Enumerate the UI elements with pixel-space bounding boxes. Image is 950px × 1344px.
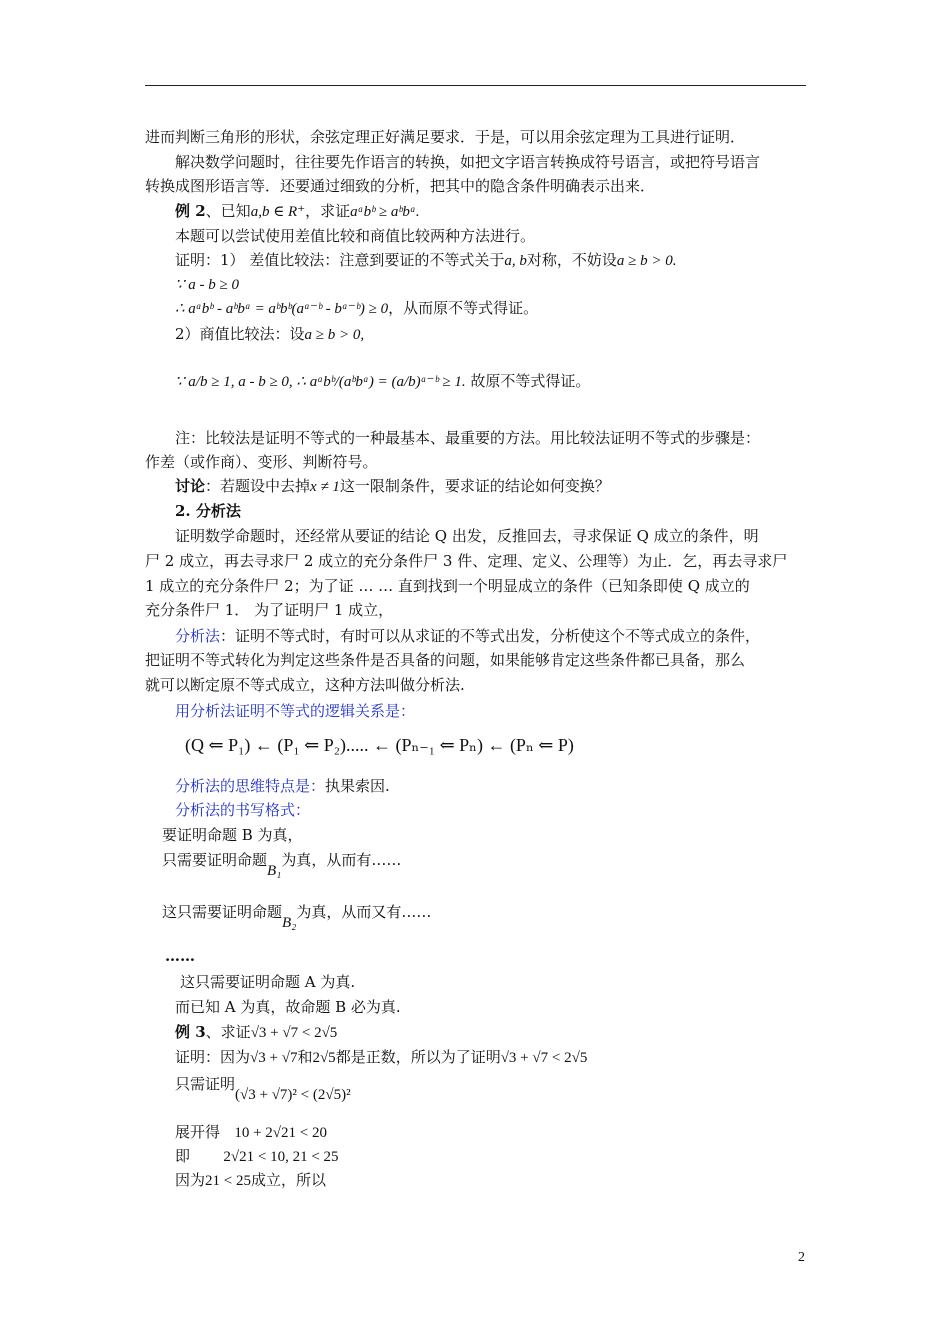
text: 即: [175, 1147, 191, 1165]
logic-formula: (Q ⇐ P₁) ← (P₁ ⇐ P₂)..... ← (Pₙ₋₁ ⇐ Pₙ) ← (Pₙ ⇐ P): [185, 735, 574, 755]
definition-line: [175, 627, 760, 645]
text: 这一限制条件，要求证的结论如何变换？: [339, 477, 610, 495]
text: 展开得: [175, 1123, 221, 1141]
paragraph-line: 解决数学问题时，往往要先作语言的转换，如把文字语言转换成符号语言，或把符号语言: [175, 153, 761, 171]
text: 执果索因.: [325, 777, 390, 795]
paragraph-line: 充分条件尸 1． 为了证明尸 1 成立，: [145, 601, 394, 619]
math: ∵ a/b ≥ 1, a - b ≥ 0, ∴ aᵃbᵇ/(aᵇbᵃ) = (a/b)ᵃ⁻ᵇ ≥ 1.: [175, 374, 466, 390]
text: 证明：因为: [175, 1048, 251, 1066]
text: ：若题设中去掉: [205, 477, 311, 495]
text: 只需要证明命题: [162, 851, 268, 869]
math-line: [175, 299, 538, 318]
paragraph-line: 本题可以尝试使用差值比较和商值比较两种方法进行。: [175, 227, 536, 245]
logic-heading: 用分析法证明不等式的逻辑关系是：: [175, 702, 416, 720]
feature-line: [175, 777, 390, 795]
example-3-line: [175, 1023, 337, 1042]
text: ，求证: [305, 202, 351, 220]
math: 21 < 25: [205, 1173, 251, 1189]
paragraph-line: [162, 851, 402, 879]
proof-line: [175, 1075, 351, 1103]
math-line: [175, 372, 590, 391]
math: a ≥ b > 0.: [616, 253, 677, 269]
ellipsis-line: ……: [165, 947, 195, 965]
text: 成立，所以: [250, 1171, 326, 1189]
paragraph-line: 1 成立的充分条件尸 2；为了证 … … 直到找到一个明显成立的条件（已知条即使 Q 成立的: [145, 577, 750, 595]
paragraph-line: 尸 2 成立，再去寻求尸 2 成立的充分条件尸 3 件、定理、定义、公理等）为止．乞，再去寻求尸: [145, 552, 788, 570]
text: 只需证明: [175, 1075, 236, 1093]
text: 为真，从而又有……: [296, 903, 432, 921]
paragraph-line: 进而判断三角形的形状，余弦定理正好满足要求．于是，可以用余弦定理为工具进行证明．: [145, 128, 746, 146]
text: 对称，不妨设: [526, 251, 617, 269]
example-2-line: [175, 202, 420, 221]
text: 证明：1） 差值比较法：注意到要证的不等式关于: [175, 251, 505, 269]
text: 因为: [175, 1171, 206, 1189]
proof-line: [175, 1147, 339, 1166]
math: √3 + √7和2√5: [250, 1050, 336, 1066]
math: √3 + √7 < 2√5: [500, 1050, 588, 1066]
paragraph-line: [162, 903, 432, 931]
math-line: ∵ a - b ≥ 0: [175, 277, 240, 293]
paragraph-line: 这只需要证明命题 A 为真.: [180, 973, 356, 991]
paragraph-line: 转换成图形语言等．还要通过细致的分析，把其中的隐含条件明确表示出来．: [145, 177, 656, 195]
text: ：证明不等式时，有时可以从求证的不等式出发，分析使这个不等式成立的条件，: [220, 627, 761, 645]
text: 都是正数，所以为了证明: [335, 1048, 501, 1066]
text: 、已知: [205, 202, 251, 220]
math: aᵃbᵇ ≥ aᵇbᵃ.: [350, 204, 420, 220]
paragraph-line: 作差（或作商）、变形、判断符号。: [145, 453, 378, 471]
math: (√3 + √7)² < (2√5)²: [235, 1087, 351, 1103]
paragraph-line: 就可以断定原不等式成立，这种方法叫做分析法.: [145, 676, 465, 694]
page-number: 2: [798, 1250, 805, 1265]
proof-line: [175, 325, 364, 344]
header-rule: [145, 85, 806, 86]
discussion-line: [175, 477, 610, 496]
math: 10 + 2√21 < 20: [234, 1125, 327, 1141]
discussion-label: 讨论: [175, 477, 206, 495]
math: √3 + √7 < 2√5: [250, 1025, 338, 1041]
math: 2√21 < 10, 21 < 25: [223, 1149, 339, 1165]
example-label: 例 2: [175, 202, 206, 220]
paragraph-line: 要证明命题 B 为真，: [162, 826, 303, 844]
math: ∴ aᵃbᵇ - aᵇbᵃ = aᵇbᵇ(aᵃ⁻ᵇ - bᵃ⁻ᵇ) ≥ 0: [175, 301, 389, 317]
text: 故原不等式得证。: [470, 372, 591, 390]
text: 、求证: [205, 1023, 251, 1041]
paragraph-line: 而已知 A 为真，故命题 B 必为真.: [175, 998, 401, 1016]
example-label: 例 3: [175, 1023, 206, 1041]
proof-line: [175, 1171, 326, 1190]
format-heading: 分析法的书写格式：: [175, 801, 311, 819]
proof-line: [175, 251, 676, 270]
section-heading: 2. 分析法: [175, 502, 241, 520]
paragraph-line: 把证明不等式转化为判定这些条件是否具备的问题，如果能够肯定这些条件都已具备，那么: [145, 651, 746, 669]
text: 2）商值比较法：设: [175, 325, 305, 343]
math: a,b ∈ R⁺: [250, 204, 306, 220]
feature-label: 分析法的思维特点是：: [175, 777, 326, 795]
text: 这只需要证明命题: [162, 903, 283, 921]
math: a ≥ b > 0,: [304, 327, 365, 343]
math: B₁: [267, 863, 282, 879]
math: x ≠ 1: [310, 479, 340, 495]
term-label: 分析法: [175, 627, 221, 645]
text: 为真，从而有……: [281, 851, 402, 869]
text: ，从而原不等式得证。: [388, 299, 539, 317]
math: a, b: [504, 253, 527, 269]
math: B₂: [282, 915, 297, 931]
paragraph-line: 注：比较法是证明不等式的一种最基本、最重要的方法。用比较法证明不等式的步骤是：: [175, 429, 761, 447]
proof-line: [175, 1048, 587, 1067]
proof-line: [175, 1123, 327, 1142]
paragraph-line: 证明数学命题时，还经常从要证的结论 Q 出发，反推回去，寻求保证 Q 成立的条件，明: [175, 527, 759, 545]
